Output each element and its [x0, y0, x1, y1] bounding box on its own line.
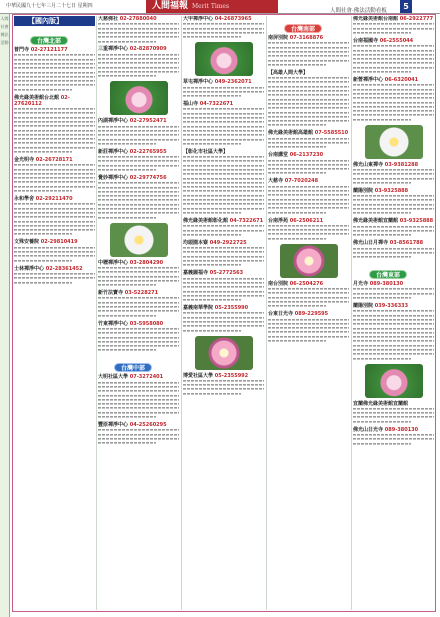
temple-entry: [353, 218, 434, 237]
column-4: [268, 16, 349, 610]
temple-title: 台南講堂: [268, 152, 289, 159]
temple-title: 佛光緣美術館高雄館: [268, 130, 314, 137]
temple-title: 大慈佛社: [98, 16, 119, 22]
activity-line: [14, 280, 72, 284]
activity-line: [183, 141, 241, 145]
temple-phone: 049-2922725: [208, 239, 247, 246]
temple-name: [98, 175, 179, 181]
temple-title: 豐原禪淨中心: [98, 422, 129, 429]
activity-line: [98, 415, 156, 419]
rail-label: 人間: [0, 16, 9, 21]
temple-entry: [14, 157, 95, 193]
temple-phone: 06-2504276: [288, 280, 324, 287]
activity-line: [183, 94, 241, 98]
temple-title: 大明社區大學: [98, 374, 129, 381]
page-number: 5: [400, 0, 412, 13]
temple-phone: 07-5585510: [313, 130, 349, 137]
flower-photo: [110, 223, 168, 257]
section-title: 人間社會·佛法活動看板: [330, 8, 387, 14]
temple-entry: [14, 239, 95, 262]
temple-title: 【高雄人間大學】: [268, 69, 309, 76]
temple-title: 大甲禪淨中心: [183, 16, 214, 22]
temple-entry: [268, 35, 349, 67]
rail-label: 活動: [0, 40, 9, 45]
activity-line: [353, 296, 411, 300]
activity-line: [353, 255, 411, 259]
activity-line: [14, 87, 72, 91]
temple-title: 南台別院: [268, 280, 289, 287]
temple-entry: [98, 149, 179, 172]
activity-line: [14, 189, 72, 193]
temple-title: 普門寺: [14, 47, 30, 53]
masthead-en: Merit Times: [192, 3, 230, 10]
activity-line: [183, 263, 241, 267]
date-line: 中華民國九十七年三月二十七日 星期四: [6, 3, 93, 9]
temple-phone: 02-29774756: [128, 174, 167, 181]
temple-title: 覺妙禪淨中心: [98, 174, 129, 181]
temple-title: 新莊禪淨中心: [98, 148, 129, 155]
temple-title: 金光明寺: [14, 156, 35, 163]
temple-phone: 06-6320041: [383, 76, 419, 83]
region-badge-east: 台灣東部: [369, 270, 407, 279]
region-badge-north: 台灣北部: [30, 36, 68, 45]
activity-line: [268, 62, 326, 66]
temple-phone: 07-3168876: [288, 35, 324, 41]
temple-phone: 03-5958080: [128, 320, 164, 327]
temple-title: 月光寺: [353, 281, 369, 288]
activity-line: [353, 31, 411, 35]
temple-phone: 04-7322671: [228, 217, 264, 224]
temple-name: [183, 218, 264, 224]
temple-title: 竹東禪淨中心: [98, 320, 129, 327]
activity-line: [183, 211, 241, 215]
activity-line: [98, 168, 156, 172]
activity-line: [268, 304, 326, 308]
temple-phone: 04-25260295: [128, 422, 167, 429]
temple-phone: 07-7020248: [283, 178, 319, 185]
temple-title: 嘉義圓福寺: [183, 270, 209, 277]
temple-phone: 03-9325888: [398, 218, 434, 225]
temple-title: 南屏別院: [268, 35, 289, 41]
temple-entry: [353, 303, 434, 361]
temple-phone: 06-2137230: [288, 152, 324, 159]
temple-entry: [353, 240, 434, 259]
activity-line: [14, 258, 72, 262]
temple-entry: [268, 218, 349, 241]
temple-entry: [183, 240, 264, 267]
temple-phone: 06-2506211: [288, 217, 324, 224]
temple-title: 宜蘭佛光緣美術館宜蘭館: [353, 400, 409, 407]
temple-title: 佛光緣美術館台南館: [353, 16, 399, 22]
activity-line: [98, 313, 156, 317]
activity-line: [98, 441, 156, 445]
temple-entry: [353, 401, 434, 424]
temple-phone: 03-9381288: [383, 161, 419, 168]
temple-title: 永和學舍: [14, 196, 35, 203]
temple-phone: 089-229595: [293, 311, 329, 318]
temple-phone: 02-26728171: [34, 156, 73, 163]
temple-phone: 05-2772563: [208, 270, 244, 277]
flower-photo: [195, 42, 253, 76]
temple-phone: 06-2555044: [378, 37, 414, 44]
temple-phone: 07-3272401: [128, 374, 164, 381]
rail-label: 社會: [0, 24, 9, 29]
region-badge-central: 台灣中部: [114, 363, 152, 372]
left-rail: [0, 14, 10, 617]
temple-title: 新營禪淨中心: [353, 76, 384, 83]
temple-entry: [98, 16, 179, 43]
temple-entry: [183, 79, 264, 98]
activity-line: [353, 356, 411, 360]
temple-phone: 089-380130: [383, 426, 419, 433]
temple-name: [183, 79, 264, 85]
flower-photo: [280, 244, 338, 278]
temple-phone: 05-2355990: [213, 305, 249, 312]
temple-title: 三重禪淨中心: [98, 46, 129, 53]
temple-name: [353, 218, 434, 224]
temple-title: 文殊安養院: [14, 239, 40, 246]
column-divider: [266, 16, 267, 610]
temple-entry: [14, 95, 95, 154]
temple-phone: 02-29810419: [39, 239, 78, 246]
temple-title: 新竹法寶寺: [98, 290, 124, 297]
temple-entry: [183, 270, 264, 302]
column-divider: [351, 16, 352, 610]
temple-phone: 03-8561788: [388, 240, 424, 247]
temple-title: 博愛社區大學: [183, 372, 214, 379]
temple-entry: [268, 311, 349, 343]
temple-name: [353, 240, 434, 246]
temple-entry: [98, 374, 179, 419]
temple-title: 嘉義南華學院: [183, 305, 214, 312]
temple-title: 均頭園本寮: [183, 239, 209, 246]
temple-title: 台東日光寺: [268, 311, 294, 318]
flower-photo: [195, 336, 253, 370]
temple-title: 蘭陽別院: [353, 187, 374, 194]
temple-name: [183, 16, 264, 22]
temple-title: 大慈寺: [268, 178, 284, 185]
temple-phone: 049-2362071: [213, 79, 252, 86]
temple-title: 草屯禪淨中心: [183, 79, 214, 86]
region-badge-south: 台灣南部: [284, 24, 322, 33]
temple-entry: [268, 130, 349, 149]
temple-entry: [183, 305, 264, 332]
flower-photo: [365, 125, 423, 159]
temple-entry: [98, 260, 179, 287]
temple-entry: [183, 16, 264, 39]
activity-line: [268, 339, 326, 343]
column-1: [14, 16, 95, 610]
temple-title: 【彰化市社區大學】: [183, 148, 229, 155]
activity-line: [98, 74, 156, 78]
activity-line: [353, 441, 411, 445]
temple-entry: [268, 152, 349, 175]
temple-title: 佛光山東禪寺: [353, 161, 384, 168]
column-2: [98, 16, 179, 610]
temple-entry: [353, 38, 434, 74]
activity-line: [353, 181, 411, 185]
temple-name: [14, 266, 95, 272]
temple-entry: [268, 281, 349, 308]
temple-entry: [14, 266, 95, 285]
temple-phone: 02-27880040: [118, 16, 157, 22]
temple-entry: [98, 422, 179, 445]
activity-line: [268, 145, 326, 149]
activity-line: [268, 171, 326, 175]
activity-line: [98, 141, 156, 145]
temple-entry: [98, 290, 179, 317]
activity-line: [183, 391, 241, 395]
temple-entry: [98, 321, 179, 353]
column-5: [353, 16, 434, 610]
flower-photo: [365, 364, 423, 398]
temple-entry: [353, 281, 434, 300]
activity-line: [353, 419, 411, 423]
temple-title: 福山寺: [183, 101, 199, 108]
temple-phone: 03-9325888: [373, 187, 409, 194]
activity-line: [98, 39, 156, 43]
masthead-title: 人間福報: [152, 1, 189, 11]
temple-title: 士林禪淨中心: [14, 265, 45, 272]
temple-phone: 02-82870909: [128, 46, 167, 53]
temple-phone: 02-22765955: [128, 148, 167, 155]
activity-line: [353, 70, 411, 74]
temple-name: [98, 118, 179, 124]
rail-label: 佛法: [0, 32, 9, 37]
activity-line: [14, 150, 72, 154]
temple-entry: [268, 70, 349, 128]
flower-photo: [110, 81, 168, 115]
activity-line: [183, 233, 241, 237]
temple-phone: 04-26873965: [213, 16, 252, 22]
temple-phone: 03-5228271: [123, 290, 159, 297]
temple-entry: [14, 196, 95, 236]
activity-line: [268, 236, 326, 240]
temple-phone: 06-2922777: [398, 16, 434, 22]
temple-entry: [353, 188, 434, 215]
temple-title: 蘭陽別院: [353, 302, 374, 309]
activity-line: [98, 348, 156, 352]
temple-phone: 089-380130: [368, 281, 404, 288]
temple-title: 佛光山日月禪寺: [353, 240, 389, 247]
column-3: [183, 16, 264, 610]
temple-name: [268, 130, 349, 136]
temple-phone: 05-2355992: [213, 372, 249, 379]
activity-line: [98, 215, 156, 219]
column-divider: [181, 16, 182, 610]
temple-entry: [353, 162, 434, 185]
temple-entry: [353, 427, 434, 446]
activity-line: [183, 328, 241, 332]
activity-line: [268, 210, 326, 214]
temple-entry: [353, 77, 434, 122]
temple-title: 佛光緣美術館彰化館: [183, 217, 229, 224]
temple-phone: 02-28361452: [44, 265, 83, 272]
temple-phone: 02-27121177: [29, 47, 68, 53]
activity-line: [183, 35, 241, 39]
temple-entry: [183, 373, 264, 396]
activity-line: [14, 232, 72, 236]
temple-entry: [183, 218, 264, 237]
temple-title: 台南福國寺: [353, 37, 379, 44]
temple-name: [353, 16, 434, 22]
temple-title: 佛光緣美術館台北館: [14, 94, 60, 101]
column-divider: [96, 16, 97, 610]
edition-banner: 【國內版】: [14, 16, 95, 26]
temple-entry: [98, 46, 179, 78]
temple-phone: 02-27620112: [14, 94, 70, 107]
temple-phone: 039-336333: [373, 302, 409, 309]
temple-phone: 02-27952471: [128, 118, 167, 125]
temple-entry: [268, 178, 349, 214]
temple-name: [98, 149, 179, 155]
activity-line: [183, 298, 241, 302]
temple-title: 佛光山日光寺: [353, 426, 384, 433]
temple-phone: 02-29211470: [34, 196, 73, 203]
temple-entry: [353, 16, 434, 35]
temple-name: [14, 95, 95, 107]
temple-title: 台南淨苑: [268, 217, 289, 224]
masthead: [146, 0, 278, 13]
activity-line: [353, 117, 411, 121]
temple-title: 中壢禪淨中心: [98, 259, 129, 266]
activity-line: [98, 283, 156, 287]
temple-entry: [98, 175, 179, 220]
temple-entry: [98, 118, 179, 145]
temple-entry: [14, 47, 95, 92]
header-bar: [0, 0, 440, 14]
activity-line: [353, 233, 411, 237]
activity-line: [353, 211, 411, 215]
temple-title: 佛光緣美術館宜蘭館: [353, 218, 399, 225]
temple-name: [98, 422, 179, 428]
temple-phone: 04-7322671: [198, 101, 234, 108]
activity-line: [268, 123, 326, 127]
temple-title: 內湖禪淨中心: [98, 118, 129, 125]
temple-entry: [183, 149, 264, 215]
temple-entry: [183, 101, 264, 146]
temple-name: [98, 46, 179, 52]
temple-phone: 03-2804290: [128, 259, 164, 266]
